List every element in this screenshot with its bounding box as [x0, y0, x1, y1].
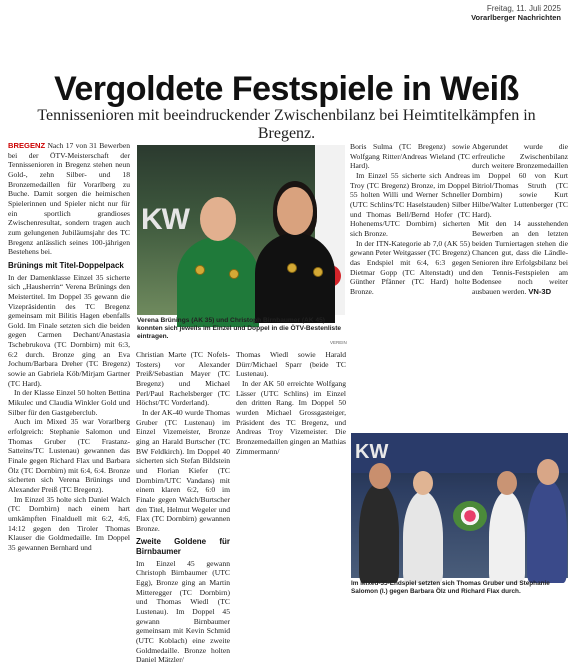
- player-man: [177, 237, 259, 327]
- medal-icon: [195, 265, 205, 275]
- photo-caption-2: Im Mixed-35-Endspiel setzten sich Thomas Gruber und Stephanie Salomon (l.) gegen Barbara Ölz und Richard Flax durch.: [351, 580, 550, 595]
- medal-icon: [313, 267, 323, 277]
- author-tag: VN-3D: [528, 286, 552, 296]
- masthead: [471, 4, 561, 22]
- paragraph: In der ITN-Kategorie ab 7,0 (AK 55) gewann Peter Weitgasser (TC Bregenz) das Endspiel mit 6:4, 6:3 gegen Dietmar Gopp (TC Altenstadt) und Günther Pfänner (TC Hard) holte Bronze.: [350, 238, 470, 296]
- player-1-head: [369, 463, 391, 489]
- player-2-head: [413, 471, 433, 495]
- article-column-2: [136, 350, 230, 665]
- flower-bouquet-icon: [453, 501, 487, 531]
- newspaper-name: Vorarlberger Nachrichten: [471, 13, 561, 22]
- section-heading-birnbaumer: Zweite Goldene für Birnbaumer: [136, 537, 230, 557]
- closing-text: Mit den 14 ausstehenden Bewerben an den letzten beiden Turniertagen stehen die Chancen gut, dass die Ländle-Senioren ihre Erfolgsbilanz bei den Tennis-Festspielen am Bodensee noch weiter ausbauen werden.: [472, 219, 568, 296]
- player-man-head: [200, 197, 236, 241]
- article-headline: Vergoldete Festspiele in Weiß: [54, 70, 519, 108]
- sponsor-sign: KW: [141, 203, 189, 236]
- photo-mixed-35-final: [351, 433, 568, 578]
- paragraph: Im Einzel 55 sicherte sich Andreas Troy (TC Bregenz) Bronze, im Doppel 55 holten Willi und Werner Schneller (UTC Schlins/TC Haselstauden) Silber und Thomas Bell/Bernd Hofer (TC Hohenems/UTC Dornbirn) sicherten sich Bronze.: [350, 170, 470, 238]
- article-column-5: [472, 142, 568, 432]
- paragraph: In der Damenklasse Einzel 35 sicherte sich „Hausherrin“ Verena Brünings den Meistertitel. Im Doppel 35 gewann die Vizepräsidentin des TC Bregenz gemeinsam mit Bilitis Hagen ebenfalls Gold. Im Finale setzten sich die beiden gegen Carmen Dechant/Anastasia Tschebrukova (TC Dornbirn) mit 6:3, 6:2 durch. Bronze ging an Eva Jochum/Barbara Dreher (TC Bregenz) sowie an Gabriela Köb/Mirjam Gartner (TC Hard).: [8, 272, 130, 388]
- section-heading-bruenings: Brünings mit Titel-Doppelpack: [8, 260, 124, 270]
- player-woman: [255, 233, 335, 323]
- player-4: [527, 479, 567, 583]
- player-4-head: [537, 459, 559, 485]
- player-woman-head: [277, 187, 313, 235]
- article-subhead: Tennissenioren mit beeindruckender Zwischenbilanz bei Heimtitelkämpfen in Bregenz.: [37, 107, 536, 142]
- player-3: [489, 491, 525, 583]
- player-3-head: [497, 471, 517, 495]
- intro-text: Nach 17 von 31 Bewerben bei der ÖTV-Meisterschaft der Tennissenioren in Bregenz stehen neun Gold-, zehn Silber- und 18 Bronzemedaillen für Vorarlberg zu Buche. Damit sorgen die heimischen Spielerinnen und Spieler nicht nur für ein sportlich grandioses Zwischenresultat, sondern tragen auch zum gelungenen Jubiläumsjahr des TC Bregenz anlässlich seines 100-jährigen Bestehens bei.: [8, 141, 130, 257]
- article-column-1: [8, 141, 130, 601]
- paragraph: Auch im Mixed 35 war Vorarlberg erfolgreich: Stephanie Salomon und Thomas Gruber (TC Frastanz-Satteins/TC Lustenau) gewannen das Finale gegen Richard Flax und Barbara Ölz (TC Dornbirn) mit 6:4, 6:4. Bronze sicherten sich Verena Brünings und Alexander Preiß (TC Bregenz).: [8, 417, 130, 494]
- player-1: [359, 483, 399, 583]
- medal-icon: [287, 263, 297, 273]
- paragraph: In der AK-40 wurde Thomas Gruber (TC Lustenau) im Einzel Vizemeister, Bronze ging an Harald Burtscher (TC BW Feldkirch). Im Doppel 40 sicherten sich Stefan Bildstein und Florian Kiefer (TC Dornbirn/UTC Vandans) mit einem klaren 6:2, 6:0 im Finale gegen Walch/Burtscher den Titel, Helmut Wegeler und Flax (TC Dornbirn) gewannen Bronze.: [136, 407, 230, 533]
- medal-icon: [229, 269, 239, 279]
- player-2: [403, 491, 443, 583]
- paragraph: Abgerundet wurde die erfreuliche Zwischenbilanz durch weitere Bronzemedaillen im Doppel 60 von Kurt Bitriol/Thomas Struth (TC Dornbirn) sowie Kurt Hilbe/Walter Luttenberger (TC Hard).: [472, 142, 568, 219]
- paragraph: Christian Marte (TC Nofels-Tosters) vor Alexander Preiß/Sebastian Mayer (TC Bregenz) und Michael Perl/Paul Rachelsberger (TC Höchst/TC Vorderland).: [136, 350, 230, 408]
- article-column-4: [350, 142, 470, 432]
- dateline: BREGENZ: [8, 141, 46, 150]
- paragraph: Thomas Wiedl sowie Harald Dürr/Michael Sparr (beide TC Lustenau).: [236, 350, 346, 379]
- photo-credit-1: VEREIN: [330, 340, 347, 345]
- issue-date: Freitag, 11. Juli 2025: [486, 4, 561, 13]
- sponsor-sign: KW: [355, 441, 389, 463]
- article-column-3: [236, 350, 346, 600]
- paragraph: Im Einzel 45 gewann Christoph Birnbaumer (UTC Egg), Bronze ging an Martin Mitteregger (TC Dornbirn) und Thomas Wiedl (TC Lustenau). Im Doppel 45 gewann Birnbaumer gemeinsam mit Kevin Schmid (UTC Koblach) eine zweite Goldmedaille. Bronze holten Daniel Mätzler/: [136, 558, 230, 665]
- paragraph: In der AK 50 erreichte Wolfgang Lässer (UTC Schlins) im Einzel den dritten Rang. Im Doppel 50 wurden Michael Grossgasteiger, Präsident des TC Bregenz, und Andreas Troy Vizemeister. Die Bronzemedaillen gingen an Mathias Zimmermann/: [236, 378, 346, 456]
- paragraph: Boris Sulma (TC Bregenz) sowie Wolfgang Ritter/Andreas Wieland (TC Hard).: [350, 142, 470, 171]
- photo-caption-1: Verena Brünings (AK 35) und Christoph Birnbaumer (AK 45) konnten sich jeweils im Einzel und Doppel in die ÖTV-Bestenliste eintragen.: [137, 317, 342, 340]
- paragraph: [472, 219, 568, 296]
- photo-bruenings-birnbaumer: [137, 145, 345, 315]
- paragraph: Im Einzel 35 holte sich Daniel Walch (TC Dornbirn) nach einem hart umkämpften Finalduell mit 6:2, 4:6, 14:12 gegen den Tiroler Thomas Klauser die Goldmedaille. Im Doppel 35 gewannen Bernhard und: [8, 494, 130, 552]
- paragraph: In der Klasse Einzel 50 holten Bettina Mikulec und Claudia Winkler Gold und Silber für den Gastgeberclub.: [8, 388, 130, 417]
